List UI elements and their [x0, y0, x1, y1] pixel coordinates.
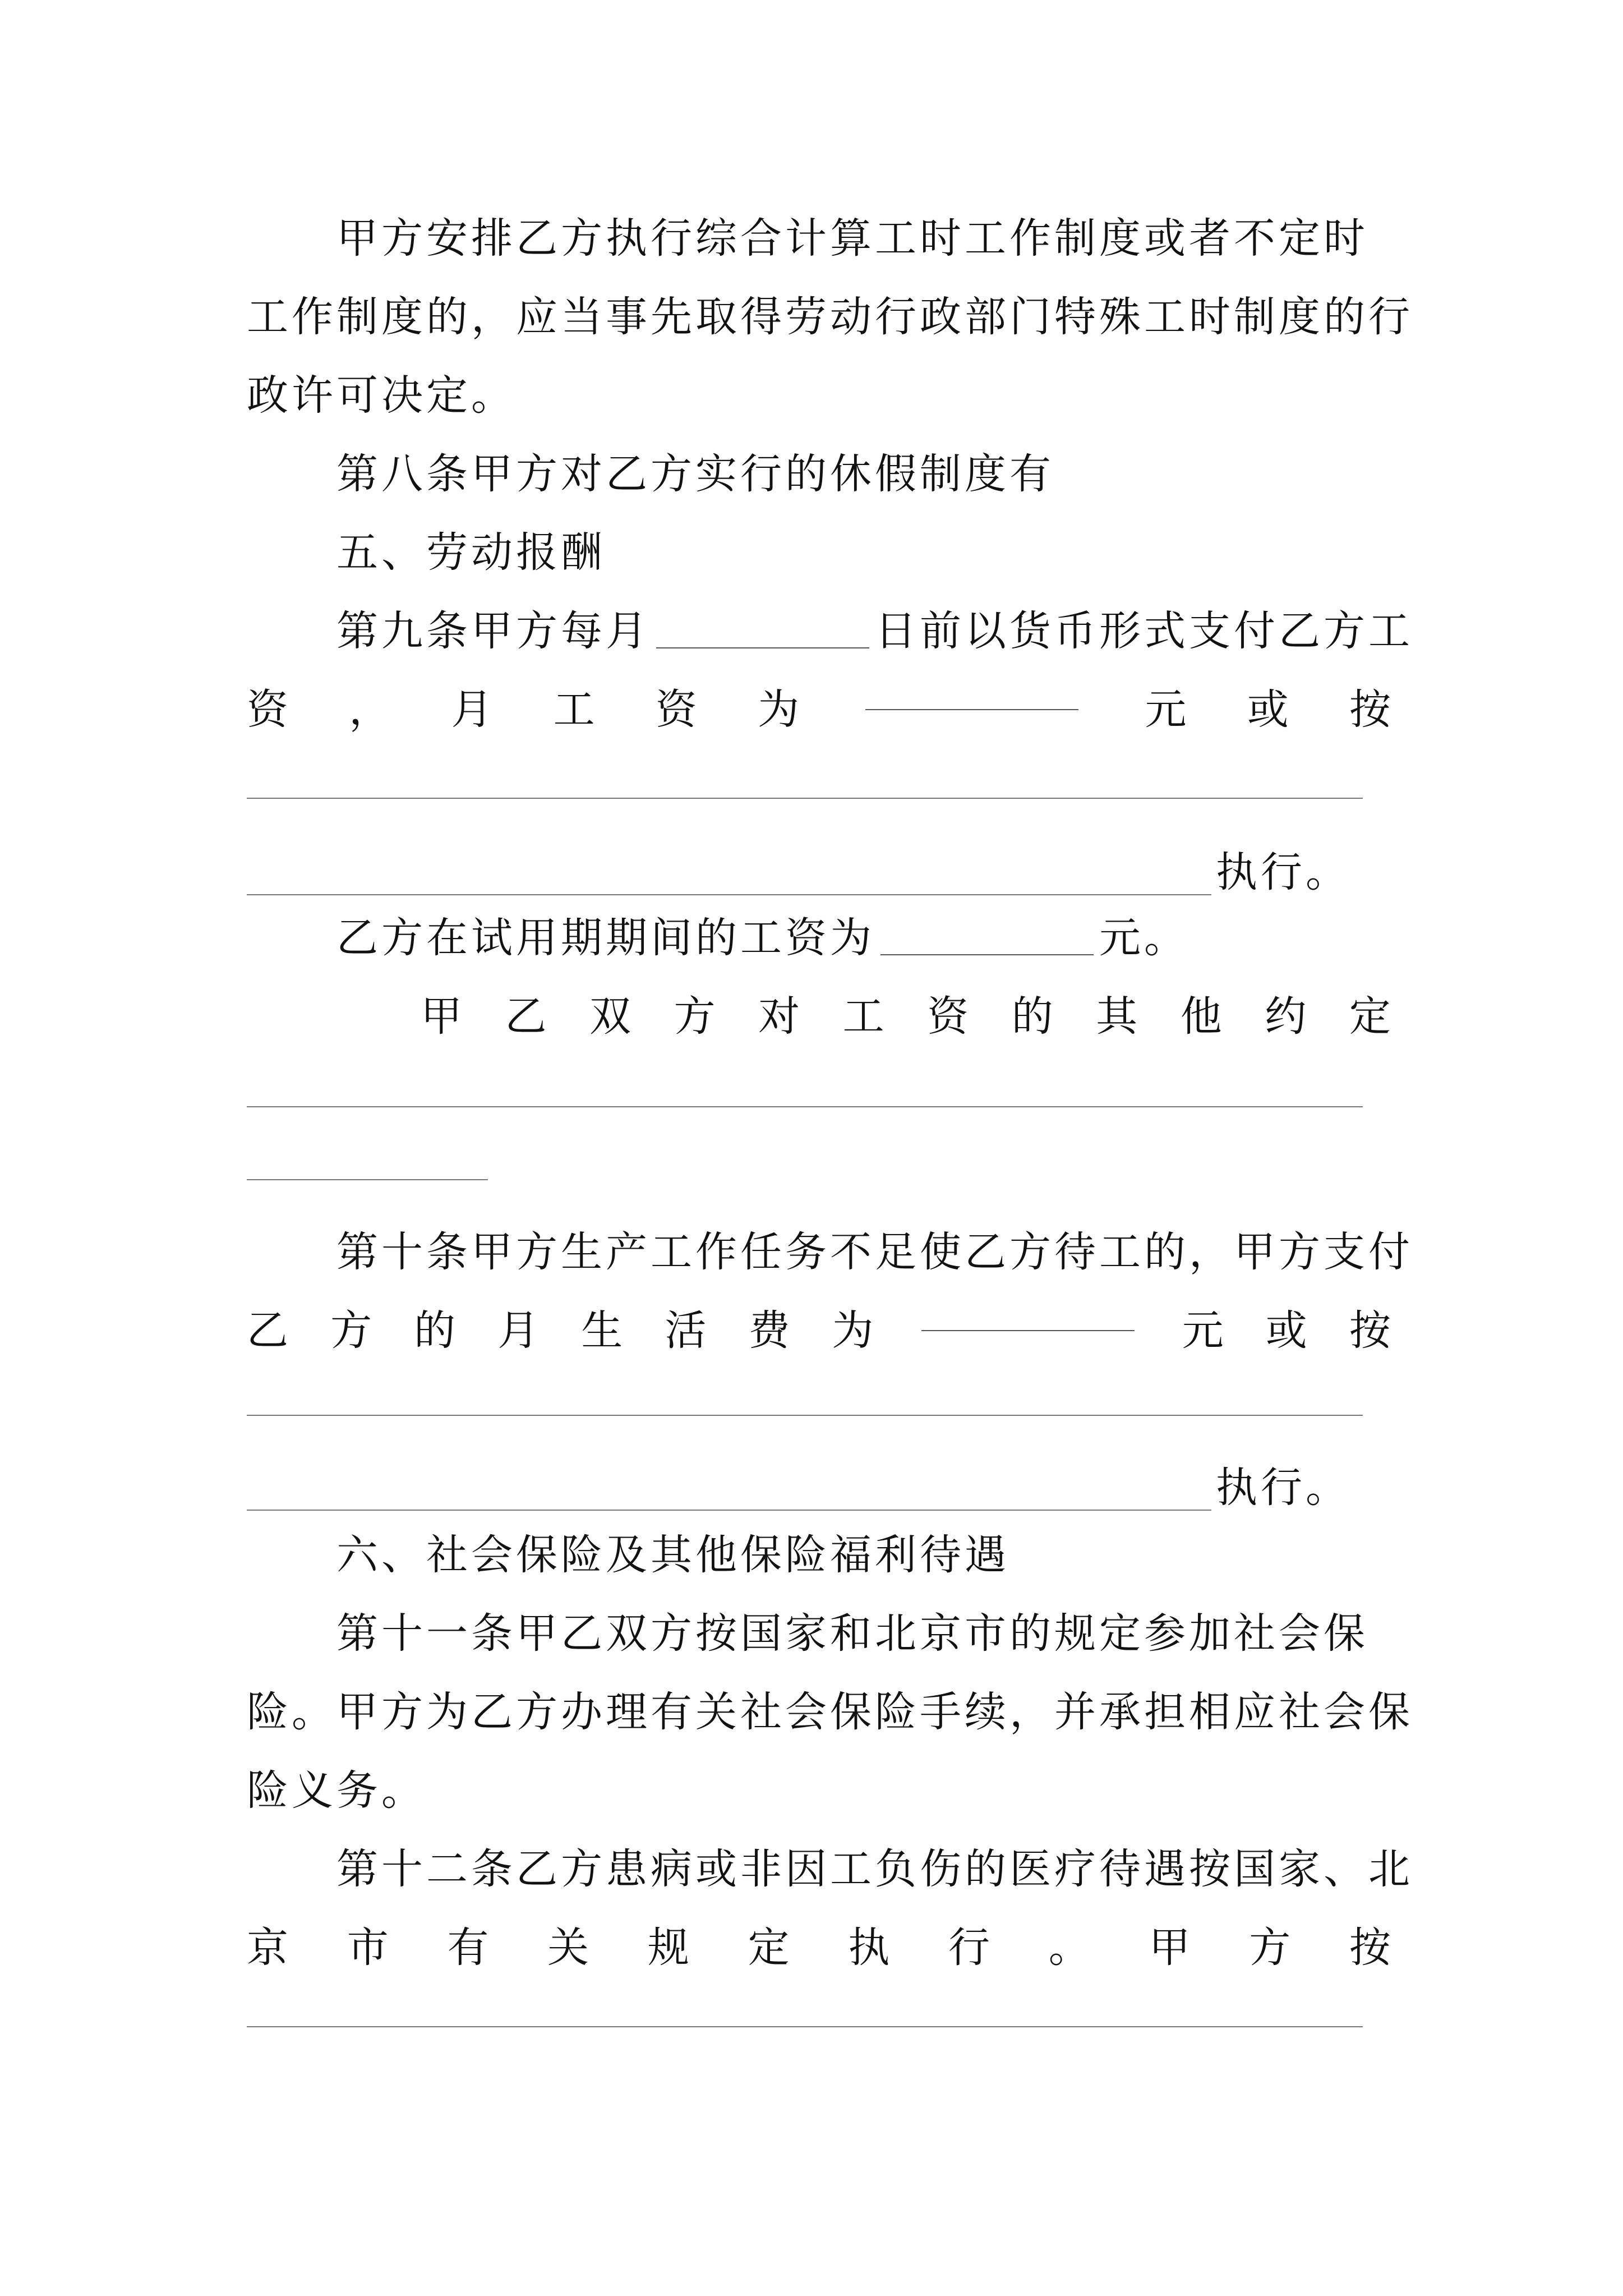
- article-9-text: 日前以货币形式支付乙方工: [875, 607, 1413, 655]
- section-heading-5: 五、劳动报酬: [336, 528, 606, 577]
- char: 甲: [1149, 1924, 1191, 1972]
- char: 他: [1180, 992, 1222, 1041]
- char: 有: [447, 1924, 489, 1972]
- char: 京: [247, 1924, 288, 1972]
- char: 为: [758, 685, 800, 734]
- other-agreement-line: [421, 983, 1391, 1050]
- monthly-wage-blank: [865, 709, 1078, 710]
- char: 双: [589, 992, 631, 1041]
- char: 执: [848, 1924, 890, 1972]
- char: 方: [1249, 1924, 1291, 1972]
- probation-text: 元。: [1099, 914, 1189, 962]
- char: 元: [1182, 1306, 1224, 1355]
- blank-line: [247, 798, 1363, 799]
- char: 或: [1265, 1306, 1307, 1355]
- char: 按: [1349, 1924, 1391, 1972]
- paragraph-line: 工作制度的，应当事先取得劳动行政部门特殊工时制度的行: [247, 293, 1413, 341]
- char: 月: [497, 1306, 540, 1355]
- living-allowance-blank: [921, 1330, 1135, 1331]
- probation-line: [336, 904, 1391, 972]
- execute-text: 执行。: [1216, 848, 1350, 896]
- char: ，: [349, 685, 391, 734]
- article-8: 第八条甲方对乙方实行的休假制度有: [336, 450, 1054, 498]
- char: 定: [1349, 992, 1391, 1041]
- article-9-text: 第九条甲方每月: [336, 607, 651, 655]
- char: 其: [1096, 992, 1138, 1041]
- article-10-justified-line: [247, 1297, 1391, 1364]
- char: 或: [1247, 685, 1289, 734]
- char: 资: [247, 685, 288, 734]
- char: 按: [1349, 1306, 1391, 1355]
- char: 为: [832, 1306, 874, 1355]
- char: 乙: [247, 1306, 288, 1355]
- section-heading-6: 六、社会保险及其他保险福利待遇: [336, 1531, 1009, 1579]
- char: 资: [655, 685, 697, 734]
- char: 活: [665, 1306, 707, 1355]
- char: 甲: [421, 992, 462, 1041]
- char: 方: [674, 992, 716, 1041]
- char: 对: [758, 992, 800, 1041]
- article-11-line: 险。甲方为乙方办理有关社会保险手续，并承担相应社会保: [247, 1688, 1413, 1736]
- char: 规: [647, 1924, 689, 1972]
- pay-day-blank: [656, 647, 869, 648]
- article-11-line: 险义务。: [247, 1766, 426, 1815]
- char: 约: [1265, 992, 1307, 1041]
- blank-line: [247, 1106, 1363, 1107]
- article-10-tail-line: [247, 1454, 1350, 1521]
- char: 定: [748, 1924, 790, 1972]
- paragraph-line: 政许可决定。: [247, 371, 516, 420]
- char: 。: [1048, 1924, 1090, 1972]
- blank-line: [247, 2026, 1363, 2027]
- blank-line: [247, 1415, 1363, 1416]
- execute-text: 执行。: [1216, 1464, 1350, 1512]
- char: 关: [547, 1924, 589, 1972]
- probation-text: 乙方在试用期期间的工资为: [336, 914, 875, 962]
- blank-line: [247, 1510, 1211, 1511]
- char: 费: [748, 1306, 790, 1355]
- article-12-justified-line: [247, 1914, 1391, 1981]
- probation-wage-blank: [880, 954, 1094, 955]
- article-11-line: 第十一条甲乙双方按国家和北京市的规定参加社会保: [336, 1609, 1368, 1658]
- char: 的: [414, 1306, 456, 1355]
- char: 市: [347, 1924, 389, 1972]
- article-9-line: [336, 597, 1413, 665]
- char: 月: [451, 685, 493, 734]
- char: 按: [1349, 685, 1391, 734]
- article-12-line: 第十二条乙方患病或非因工负伤的医疗待遇按国家、北: [336, 1845, 1413, 1893]
- article-10-line: 第十条甲方生产工作任务不足使乙方待工的，甲方支付: [336, 1228, 1413, 1276]
- char: 乙: [505, 992, 547, 1041]
- char: 方: [330, 1306, 372, 1355]
- char: 元: [1145, 685, 1187, 734]
- article-9-tail-line: [247, 839, 1350, 906]
- paragraph-line: 甲方安排乙方执行综合计算工时工作制度或者不定时: [336, 214, 1368, 263]
- char: 资: [927, 992, 969, 1041]
- char: 工: [842, 992, 884, 1041]
- char: 行: [948, 1924, 990, 1972]
- char: 生: [581, 1306, 623, 1355]
- blank-line: [247, 894, 1211, 895]
- char: 的: [1011, 992, 1053, 1041]
- char: 工: [553, 685, 595, 734]
- blank-line: [247, 1179, 488, 1180]
- article-9-justified-line: [247, 676, 1391, 743]
